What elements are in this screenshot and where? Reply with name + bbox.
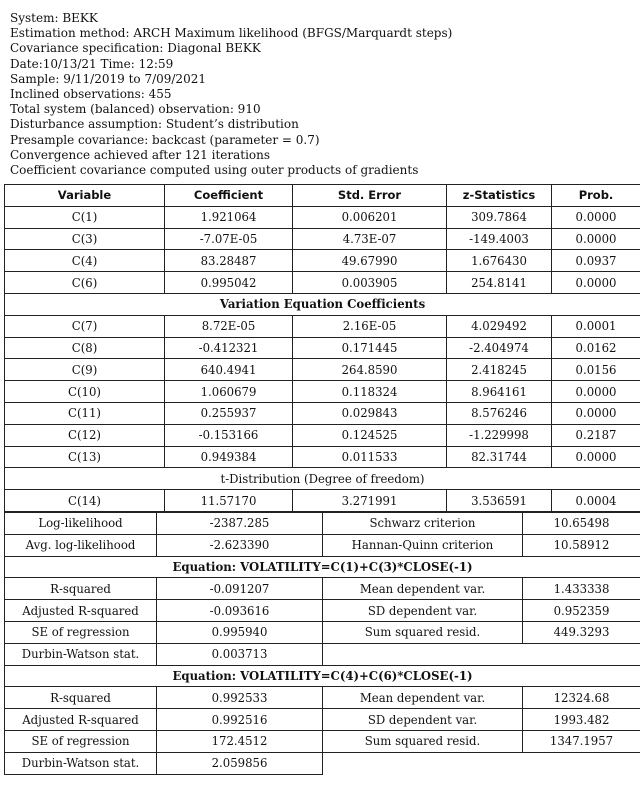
stat-cell: Avg. log-likelihood xyxy=(5,534,157,556)
table-cell: -149.4003 xyxy=(447,228,552,250)
table-cell: 0.0000 xyxy=(552,228,640,250)
table-cell: 0.0001 xyxy=(552,315,640,337)
stat-row xyxy=(5,600,640,622)
header-line: Covariance specification: Diagonal BEKK xyxy=(10,41,261,56)
stat-cell: 10.65498 xyxy=(523,513,640,535)
table-cell: 0.029843 xyxy=(293,402,447,424)
table-cell: C(13) xyxy=(5,446,165,468)
table-cell: 0.0004 xyxy=(552,490,640,512)
stat-cell: 0.003713 xyxy=(157,643,323,665)
stat-cell: 0.952359 xyxy=(523,600,640,622)
table-cell: 0.011533 xyxy=(293,446,447,468)
table-row xyxy=(5,446,640,468)
table-cell: C(9) xyxy=(5,359,165,381)
equation-heading: Equation: VOLATILITY=C(1)+C(3)*CLOSE(-1) xyxy=(5,556,640,578)
section-heading-row xyxy=(5,293,640,315)
table-cell: 0.995042 xyxy=(165,272,293,294)
stat-cell: 449.3293 xyxy=(523,621,640,643)
table-cell: 0.003905 xyxy=(293,272,447,294)
stat-cell: 0.992516 xyxy=(157,709,323,731)
stat-cell: 1.433338 xyxy=(523,578,640,600)
table-cell: 49.67990 xyxy=(293,250,447,272)
stat-cell: 0.992533 xyxy=(157,687,323,709)
table-row xyxy=(5,424,640,446)
table-cell: 0.006201 xyxy=(293,206,447,228)
stat-cell: 2.059856 xyxy=(157,752,323,774)
header-line: Total system (balanced) observation: 910 xyxy=(10,102,261,117)
table-cell: 1.921064 xyxy=(165,206,293,228)
table-cell: C(10) xyxy=(5,381,165,403)
table-cell: C(4) xyxy=(5,250,165,272)
section-heading: Variation Equation Coefficients xyxy=(5,293,640,315)
table-row xyxy=(5,228,640,250)
column-header: Coefficient xyxy=(165,185,293,207)
table-cell: 11.57170 xyxy=(165,490,293,512)
table-cell: C(6) xyxy=(5,272,165,294)
stat-cell: Hannan-Quinn criterion xyxy=(323,534,523,556)
table-row xyxy=(5,337,640,359)
stat-cell: -0.093616 xyxy=(157,600,323,622)
header-line: Presample covariance: backcast (parameter = 0.7) xyxy=(10,132,320,147)
table-row xyxy=(5,490,640,512)
stat-row xyxy=(5,687,640,709)
table-cell: -2.404974 xyxy=(447,337,552,359)
table-cell: 254.8141 xyxy=(447,272,552,294)
stat-cell: 172.4512 xyxy=(157,730,323,752)
table-cell: 0.0000 xyxy=(552,402,640,424)
stat-cell: SE of regression xyxy=(5,621,157,643)
empty-cell xyxy=(323,752,640,774)
section-heading-row xyxy=(5,468,640,490)
table-cell: 0.0937 xyxy=(552,250,640,272)
table-cell: 309.7864 xyxy=(447,206,552,228)
table-cell: 0.0000 xyxy=(552,206,640,228)
stat-cell: 1347.1957 xyxy=(523,730,640,752)
column-header: Variable xyxy=(5,185,165,207)
stat-row xyxy=(5,709,640,731)
header-line: Sample: 9/11/2019 to 7/09/2021 xyxy=(10,71,206,86)
table-row xyxy=(5,359,640,381)
column-header: Std. Error xyxy=(293,185,447,207)
table-cell: 0.255937 xyxy=(165,402,293,424)
table-row xyxy=(5,206,640,228)
table-cell: C(12) xyxy=(5,424,165,446)
table-cell: C(7) xyxy=(5,315,165,337)
durbin-watson-row xyxy=(5,752,640,774)
stat-cell: Schwarz criterion xyxy=(323,513,523,535)
table-cell: 2.418245 xyxy=(447,359,552,381)
table-row xyxy=(5,250,640,272)
table-cell: 4.029492 xyxy=(447,315,552,337)
stat-cell: Durbin-Watson stat. xyxy=(5,752,157,774)
table-cell: 0.0000 xyxy=(552,272,640,294)
table-cell: 8.72E-05 xyxy=(165,315,293,337)
table-header-row xyxy=(5,185,640,207)
table-cell: 3.536591 xyxy=(447,490,552,512)
stat-cell: 10.58912 xyxy=(523,534,640,556)
table-cell: C(3) xyxy=(5,228,165,250)
table-cell: C(14) xyxy=(5,490,165,512)
durbin-watson-row xyxy=(5,643,640,665)
header-line: Convergence achieved after 121 iterations xyxy=(10,147,271,162)
header-line: Estimation method: ARCH Maximum likelihood (BFGS/Marquardt steps) xyxy=(10,26,453,41)
table-cell: 8.964161 xyxy=(447,381,552,403)
stat-row xyxy=(5,534,640,556)
stat-cell: R-squared xyxy=(5,578,157,600)
equation-heading: Equation: VOLATILITY=C(4)+C(6)*CLOSE(-1) xyxy=(5,665,640,687)
table-cell: 0.949384 xyxy=(165,446,293,468)
table-cell: 0.0156 xyxy=(552,359,640,381)
table-row xyxy=(5,315,640,337)
table-cell: 8.576246 xyxy=(447,402,552,424)
stat-cell: Sum squared resid. xyxy=(323,730,523,752)
column-header: Prob. xyxy=(552,185,640,207)
stat-cell: SD dependent var. xyxy=(323,709,523,731)
empty-cell xyxy=(323,643,640,665)
stat-cell: -0.091207 xyxy=(157,578,323,600)
equation-heading-row xyxy=(5,556,640,578)
stat-cell: -2387.285 xyxy=(157,513,323,535)
table-cell: C(1) xyxy=(5,206,165,228)
table-cell: 640.4941 xyxy=(165,359,293,381)
table-cell: C(11) xyxy=(5,402,165,424)
column-header: z-Statistics xyxy=(447,185,552,207)
table-cell: -0.153166 xyxy=(165,424,293,446)
table-cell: 4.73E-07 xyxy=(293,228,447,250)
stat-cell: Log-likelihood xyxy=(5,513,157,535)
header-line: System: BEKK xyxy=(10,11,98,25)
stat-row xyxy=(5,513,640,535)
stat-cell: R-squared xyxy=(5,687,157,709)
table-row xyxy=(5,402,640,424)
stat-row xyxy=(5,578,640,600)
table-cell: 0.0000 xyxy=(552,446,640,468)
header-line: Date:10/13/21 Time: 12:59 xyxy=(10,56,174,71)
table-cell: -1.229998 xyxy=(447,424,552,446)
table-row xyxy=(5,272,640,294)
table-cell: 0.2187 xyxy=(552,424,640,446)
stat-cell: SD dependent var. xyxy=(323,600,523,622)
header-line: Inclined observations: 455 xyxy=(10,87,172,102)
stat-cell: 1993.482 xyxy=(523,709,640,731)
stat-row xyxy=(5,621,640,643)
header-line: Coefficient covariance computed using outer products of gradients xyxy=(10,163,419,178)
stat-row xyxy=(5,730,640,752)
table-cell: 0.0000 xyxy=(552,381,640,403)
table-cell: 82.31744 xyxy=(447,446,552,468)
section-heading: t-Distribution (Degree of freedom) xyxy=(5,468,640,490)
estimation-header xyxy=(10,11,635,178)
table-cell: 1.676430 xyxy=(447,250,552,272)
stat-cell: 12324.68 xyxy=(523,687,640,709)
stat-cell: SE of regression xyxy=(5,730,157,752)
table-cell: -0.412321 xyxy=(165,337,293,359)
table-row xyxy=(5,381,640,403)
statistics-table xyxy=(4,512,640,775)
table-cell: 2.16E-05 xyxy=(293,315,447,337)
table-cell: C(8) xyxy=(5,337,165,359)
table-cell: 1.060679 xyxy=(165,381,293,403)
stat-cell: Durbin-Watson stat. xyxy=(5,643,157,665)
stat-cell: -2.623390 xyxy=(157,534,323,556)
table-cell: 0.124525 xyxy=(293,424,447,446)
stat-cell: 0.995940 xyxy=(157,621,323,643)
table-cell: 0.118324 xyxy=(293,381,447,403)
equation-heading-row xyxy=(5,665,640,687)
table-cell: 264.8590 xyxy=(293,359,447,381)
header-line: Disturbance assumption: Student’s distribution xyxy=(10,117,299,132)
table-cell: 3.271991 xyxy=(293,490,447,512)
stat-cell: Adjusted R-squared xyxy=(5,709,157,731)
stat-cell: Mean dependent var. xyxy=(323,687,523,709)
stat-cell: Adjusted R-squared xyxy=(5,600,157,622)
coefficient-table xyxy=(4,184,640,512)
stat-cell: Mean dependent var. xyxy=(323,578,523,600)
table-cell: -7.07E-05 xyxy=(165,228,293,250)
table-cell: 83.28487 xyxy=(165,250,293,272)
table-cell: 0.171445 xyxy=(293,337,447,359)
table-cell: 0.0162 xyxy=(552,337,640,359)
stat-cell: Sum squared resid. xyxy=(323,621,523,643)
